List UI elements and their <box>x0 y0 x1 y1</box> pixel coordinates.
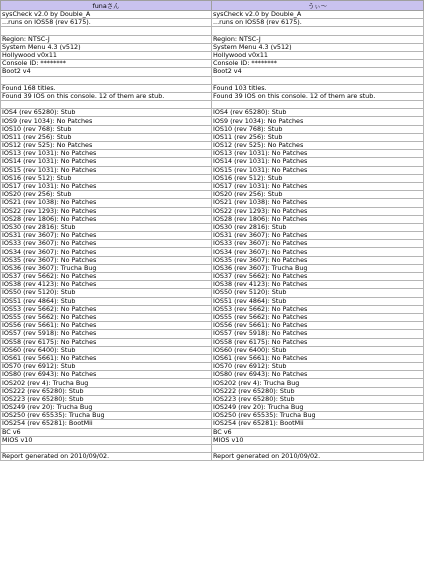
table-row <box>1 428 424 436</box>
table-row <box>1 27 424 35</box>
cell-funa: IOS30 (rev 2816): Stub <box>1 223 212 231</box>
cell-ui: IOS38 (rev 4123): No Patches <box>212 281 424 289</box>
cell-funa: Found 168 titles. <box>1 84 212 92</box>
table-row <box>1 109 424 117</box>
cell-funa: IOS28 (rev 1806): No Patches <box>1 215 212 223</box>
cell-ui: IOS50 (rev 5120): Stub <box>212 289 424 297</box>
cell-ui: Report generated on 2010/09/02. <box>212 453 424 461</box>
table-row <box>1 174 424 182</box>
cell-ui: Console ID: ******** <box>212 60 424 68</box>
table-row <box>1 264 424 272</box>
cell-ui <box>212 76 424 84</box>
table-row <box>1 330 424 338</box>
table-row <box>1 420 424 428</box>
cell-ui: IOS12 (rev 525): No Patches <box>212 142 424 150</box>
cell-funa: IOS56 (rev 5661): No Patches <box>1 322 212 330</box>
cell-funa: IOS13 (rev 1031): No Patches <box>1 150 212 158</box>
cell-funa: IOS14 (rev 1031): No Patches <box>1 158 212 166</box>
table-row <box>1 191 424 199</box>
cell-ui <box>212 101 424 109</box>
table-row <box>1 199 424 207</box>
cell-ui: Boot2 v4 <box>212 68 424 76</box>
cell-funa: IOS35 (rev 3607): No Patches <box>1 256 212 264</box>
cell-ui: IOS222 (rev 65280): Stub <box>212 387 424 395</box>
cell-funa: IOS34 (rev 3607): No Patches <box>1 248 212 256</box>
table-row <box>1 297 424 305</box>
table-row <box>1 371 424 379</box>
cell-ui: IOS4 (rev 65280): Stub <box>212 109 424 117</box>
table-row <box>1 281 424 289</box>
cell-funa: IOS20 (rev 256): Stub <box>1 191 212 199</box>
cell-funa: IOS9 (rev 1034): No Patches <box>1 117 212 125</box>
cell-funa: ...runs on IOS58 (rev 6175). <box>1 19 212 27</box>
table-row <box>1 92 424 100</box>
table-row <box>1 223 424 231</box>
table-row <box>1 142 424 150</box>
cell-ui: IOS30 (rev 2816): Stub <box>212 223 424 231</box>
cell-funa: IOS16 (rev 512): Stub <box>1 174 212 182</box>
table-row <box>1 101 424 109</box>
table-body <box>1 11 424 461</box>
cell-funa: IOS222 (rev 65280): Stub <box>1 387 212 395</box>
table-row <box>1 117 424 125</box>
table-row <box>1 133 424 141</box>
cell-ui: IOS21 (rev 1038): No Patches <box>212 199 424 207</box>
table-row <box>1 387 424 395</box>
cell-funa: IOS15 (rev 1031): No Patches <box>1 166 212 174</box>
cell-ui: System Menu 4.3 (v512) <box>212 43 424 51</box>
cell-funa: IOS58 (rev 6175): No Patches <box>1 338 212 346</box>
cell-ui: IOS20 (rev 256): Stub <box>212 191 424 199</box>
cell-funa: IOS4 (rev 65280): Stub <box>1 109 212 117</box>
cell-funa: Region: NTSC-J <box>1 35 212 43</box>
table-row <box>1 354 424 362</box>
cell-funa <box>1 444 212 452</box>
table-row <box>1 84 424 92</box>
table-row <box>1 11 424 19</box>
cell-ui: IOS60 (rev 6400): Stub <box>212 346 424 354</box>
cell-funa: IOS22 (rev 1293): No Patches <box>1 207 212 215</box>
table-row <box>1 412 424 420</box>
cell-funa: IOS53 (rev 5662): No Patches <box>1 305 212 313</box>
cell-funa: IOS36 (rev 3607): Trucha Bug <box>1 264 212 272</box>
cell-ui: IOS56 (rev 5661): No Patches <box>212 322 424 330</box>
cell-funa: Console ID: ******** <box>1 60 212 68</box>
header-row <box>1 1 424 11</box>
cell-ui: IOS28 (rev 1806): No Patches <box>212 215 424 223</box>
table-row <box>1 444 424 452</box>
cell-ui: IOS223 (rev 65280): Stub <box>212 395 424 403</box>
cell-funa: sysCheck v2.0 by Double_A <box>1 11 212 19</box>
cell-ui: IOS10 (rev 768): Stub <box>212 125 424 133</box>
cell-ui: Region: NTSC-J <box>212 35 424 43</box>
cell-funa: IOS249 (rev 20): Trucha Bug <box>1 404 212 412</box>
table-row <box>1 395 424 403</box>
table-row <box>1 338 424 346</box>
cell-funa: System Menu 4.3 (v512) <box>1 43 212 51</box>
cell-ui: IOS51 (rev 4864): Stub <box>212 297 424 305</box>
table-row <box>1 322 424 330</box>
cell-funa: BC v6 <box>1 428 212 436</box>
cell-funa: IOS202 (rev 4): Trucha Bug <box>1 379 212 387</box>
cell-funa: IOS223 (rev 65280): Stub <box>1 395 212 403</box>
table-row <box>1 150 424 158</box>
cell-funa <box>1 101 212 109</box>
cell-funa: IOS31 (rev 3607): No Patches <box>1 232 212 240</box>
cell-ui: IOS9 (rev 1034): No Patches <box>212 117 424 125</box>
cell-funa: IOS57 (rev 5918): No Patches <box>1 330 212 338</box>
table-row <box>1 404 424 412</box>
cell-funa: IOS80 (rev 6943): No Patches <box>1 371 212 379</box>
cell-funa: IOS21 (rev 1038): No Patches <box>1 199 212 207</box>
table-row <box>1 273 424 281</box>
cell-ui: IOS254 (rev 65281): BootMii <box>212 420 424 428</box>
cell-ui: BC v6 <box>212 428 424 436</box>
cell-ui: IOS16 (rev 512): Stub <box>212 174 424 182</box>
cell-ui: IOS37 (rev 5662): No Patches <box>212 273 424 281</box>
cell-funa: Boot2 v4 <box>1 68 212 76</box>
cell-funa: IOS11 (rev 256): Stub <box>1 133 212 141</box>
cell-funa: IOS10 (rev 768): Stub <box>1 125 212 133</box>
table-row <box>1 182 424 190</box>
table-row <box>1 68 424 76</box>
cell-funa: MIOS v10 <box>1 436 212 444</box>
cell-ui: IOS33 (rev 3607): No Patches <box>212 240 424 248</box>
cell-ui: IOS35 (rev 3607): No Patches <box>212 256 424 264</box>
cell-ui: IOS14 (rev 1031): No Patches <box>212 158 424 166</box>
cell-ui: IOS31 (rev 3607): No Patches <box>212 232 424 240</box>
table-row <box>1 305 424 313</box>
cell-ui: sysCheck v2.0 by Double_A <box>212 11 424 19</box>
cell-funa: IOS250 (rev 65535): Trucha Bug <box>1 412 212 420</box>
cell-ui: IOS249 (rev 20): Trucha Bug <box>212 404 424 412</box>
cell-funa <box>1 76 212 84</box>
table-row <box>1 453 424 461</box>
cell-funa: IOS37 (rev 5662): No Patches <box>1 273 212 281</box>
table-row <box>1 51 424 59</box>
cell-ui: Found 39 IOS on this console. 12 of them are stub. <box>212 92 424 100</box>
table-row <box>1 346 424 354</box>
cell-ui: IOS80 (rev 6943): No Patches <box>212 371 424 379</box>
cell-funa: Report generated on 2010/09/02. <box>1 453 212 461</box>
table-row <box>1 313 424 321</box>
table-row <box>1 158 424 166</box>
cell-ui <box>212 27 424 35</box>
table-row <box>1 240 424 248</box>
cell-funa: IOS50 (rev 5120): Stub <box>1 289 212 297</box>
cell-ui: ...runs on IOS58 (rev 6175). <box>212 19 424 27</box>
cell-ui: IOS36 (rev 3607): Trucha Bug <box>212 264 424 272</box>
cell-funa: IOS61 (rev 5661): No Patches <box>1 354 212 362</box>
table-row <box>1 436 424 444</box>
cell-ui <box>212 444 424 452</box>
cell-funa: IOS70 (rev 6912): Stub <box>1 363 212 371</box>
table-row <box>1 215 424 223</box>
cell-ui: IOS17 (rev 1031): No Patches <box>212 182 424 190</box>
column-header-ui: うぃ～ <box>212 1 424 11</box>
table-row <box>1 76 424 84</box>
table-row <box>1 35 424 43</box>
table-row <box>1 256 424 264</box>
table-row <box>1 379 424 387</box>
cell-ui: IOS57 (rev 5918): No Patches <box>212 330 424 338</box>
table-row <box>1 207 424 215</box>
cell-ui: IOS15 (rev 1031): No Patches <box>212 166 424 174</box>
table-row <box>1 60 424 68</box>
table-row <box>1 43 424 51</box>
cell-ui: IOS70 (rev 6912): Stub <box>212 363 424 371</box>
table-row <box>1 363 424 371</box>
cell-ui: IOS250 (rev 65535): Trucha Bug <box>212 412 424 420</box>
table-row <box>1 232 424 240</box>
cell-ui: IOS13 (rev 1031): No Patches <box>212 150 424 158</box>
cell-ui: MIOS v10 <box>212 436 424 444</box>
cell-ui: IOS53 (rev 5662): No Patches <box>212 305 424 313</box>
cell-funa: IOS17 (rev 1031): No Patches <box>1 182 212 190</box>
cell-ui: IOS11 (rev 256): Stub <box>212 133 424 141</box>
cell-ui: IOS22 (rev 1293): No Patches <box>212 207 424 215</box>
cell-funa: IOS60 (rev 6400): Stub <box>1 346 212 354</box>
cell-ui: IOS202 (rev 4): Trucha Bug <box>212 379 424 387</box>
cell-funa: Found 39 IOS on this console. 12 of them are stub. <box>1 92 212 100</box>
table-row <box>1 166 424 174</box>
cell-funa: Hollywood v0x11 <box>1 51 212 59</box>
cell-funa: IOS254 (rev 65281): BootMii <box>1 420 212 428</box>
cell-funa: IOS55 (rev 5662): No Patches <box>1 313 212 321</box>
cell-ui: IOS55 (rev 5662): No Patches <box>212 313 424 321</box>
column-header-funa: funaさん <box>1 1 212 11</box>
cell-funa: IOS38 (rev 4123): No Patches <box>1 281 212 289</box>
cell-funa: IOS12 (rev 525): No Patches <box>1 142 212 150</box>
cell-ui: Found 103 titles. <box>212 84 424 92</box>
cell-funa: IOS51 (rev 4864): Stub <box>1 297 212 305</box>
cell-ui: Hollywood v0x11 <box>212 51 424 59</box>
cell-ui: IOS58 (rev 6175): No Patches <box>212 338 424 346</box>
table-row <box>1 19 424 27</box>
cell-funa <box>1 27 212 35</box>
cell-ui: IOS61 (rev 5661): No Patches <box>212 354 424 362</box>
table-row <box>1 248 424 256</box>
table-row <box>1 289 424 297</box>
cell-funa: IOS33 (rev 3607): No Patches <box>1 240 212 248</box>
table-row <box>1 125 424 133</box>
cell-ui: IOS34 (rev 3607): No Patches <box>212 248 424 256</box>
